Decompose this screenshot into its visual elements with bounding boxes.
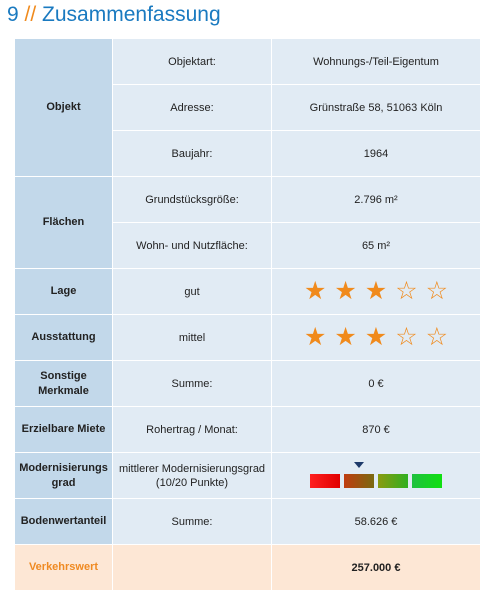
label-objektart: Objektart: bbox=[113, 39, 272, 85]
table-row bbox=[15, 453, 481, 499]
category-verkehrswert: Verkehrswert bbox=[15, 545, 113, 591]
rating-ausstattung bbox=[272, 315, 481, 361]
section-title: Zusammenfassung bbox=[42, 3, 221, 26]
gauge-segment bbox=[344, 474, 374, 488]
star-outline-icon: ☆ bbox=[425, 277, 449, 305]
star-filled-icon: ★ bbox=[334, 323, 357, 351]
table-row-total bbox=[15, 545, 481, 591]
table-row bbox=[15, 177, 481, 223]
rating-lage bbox=[272, 269, 481, 315]
category-flaechen: Flächen bbox=[15, 177, 113, 269]
section-separator: // bbox=[24, 3, 37, 26]
category-lage: Lage bbox=[15, 269, 113, 315]
label-verkehrswert-empty bbox=[113, 545, 272, 591]
table-row bbox=[15, 39, 481, 85]
category-merkmale: Sonstige Merkmale bbox=[15, 361, 113, 407]
label-ausstattung: mittel bbox=[113, 315, 272, 361]
value-bodenwert: 58.626 € bbox=[272, 499, 481, 545]
label-bodenwert: Summe: bbox=[113, 499, 272, 545]
value-merkmale: 0 € bbox=[272, 361, 481, 407]
table-row bbox=[15, 361, 481, 407]
label-wohnflaeche: Wohn- und Nutzfläche: bbox=[113, 223, 272, 269]
star-filled-icon: ★ bbox=[303, 323, 327, 351]
table-row bbox=[15, 269, 481, 315]
category-miete: Erzielbare Miete bbox=[15, 407, 113, 453]
gauge-segment bbox=[310, 474, 340, 488]
value-wohnflaeche: 65 m² bbox=[272, 223, 481, 269]
star-filled-icon: ★ bbox=[303, 277, 327, 305]
value-grundstueck: 2.796 m² bbox=[272, 177, 481, 223]
gauge-segment bbox=[378, 474, 408, 488]
rating-stars bbox=[304, 279, 448, 304]
star-filled-icon: ★ bbox=[364, 277, 388, 305]
section-number: 9 bbox=[7, 3, 19, 26]
triangle-down-icon bbox=[354, 462, 364, 468]
category-modernisierung: Modernisierungs grad bbox=[15, 453, 113, 499]
star-filled-icon: ★ bbox=[334, 277, 357, 305]
category-ausstattung: Ausstattung bbox=[15, 315, 113, 361]
label-adresse: Adresse: bbox=[113, 85, 272, 131]
modernisierung-gauge-cell bbox=[272, 453, 481, 499]
category-bodenwert: Bodenwertanteil bbox=[15, 499, 113, 545]
table-row bbox=[15, 499, 481, 545]
section-heading bbox=[7, 2, 221, 28]
star-filled-icon: ★ bbox=[364, 323, 388, 351]
category-objekt: Objekt bbox=[15, 39, 113, 177]
star-outline-icon: ☆ bbox=[425, 323, 449, 351]
label-merkmale: Summe: bbox=[113, 361, 272, 407]
gauge-segment bbox=[412, 474, 442, 488]
star-outline-icon: ☆ bbox=[395, 277, 418, 305]
modernisierung-gauge bbox=[310, 459, 442, 489]
value-miete: 870 € bbox=[272, 407, 481, 453]
label-lage: gut bbox=[113, 269, 272, 315]
table-row bbox=[15, 407, 481, 453]
label-miete: Rohertrag / Monat: bbox=[113, 407, 272, 453]
value-baujahr: 1964 bbox=[272, 131, 481, 177]
label-baujahr: Baujahr: bbox=[113, 131, 272, 177]
label-modernisierung: mittlerer Modernisierungsgrad (10/20 Punkte) bbox=[113, 453, 272, 499]
value-objektart: Wohnungs-/Teil-Eigentum bbox=[272, 39, 481, 85]
rating-stars bbox=[304, 325, 448, 350]
gauge-segments bbox=[310, 474, 442, 488]
value-adresse: Grünstraße 58, 51063 Köln bbox=[272, 85, 481, 131]
value-verkehrswert: 257.000 € bbox=[272, 545, 481, 591]
label-grundstueck: Grundstücksgröße: bbox=[113, 177, 272, 223]
star-outline-icon: ☆ bbox=[395, 323, 418, 351]
table-row bbox=[15, 315, 481, 361]
summary-table bbox=[14, 38, 481, 591]
